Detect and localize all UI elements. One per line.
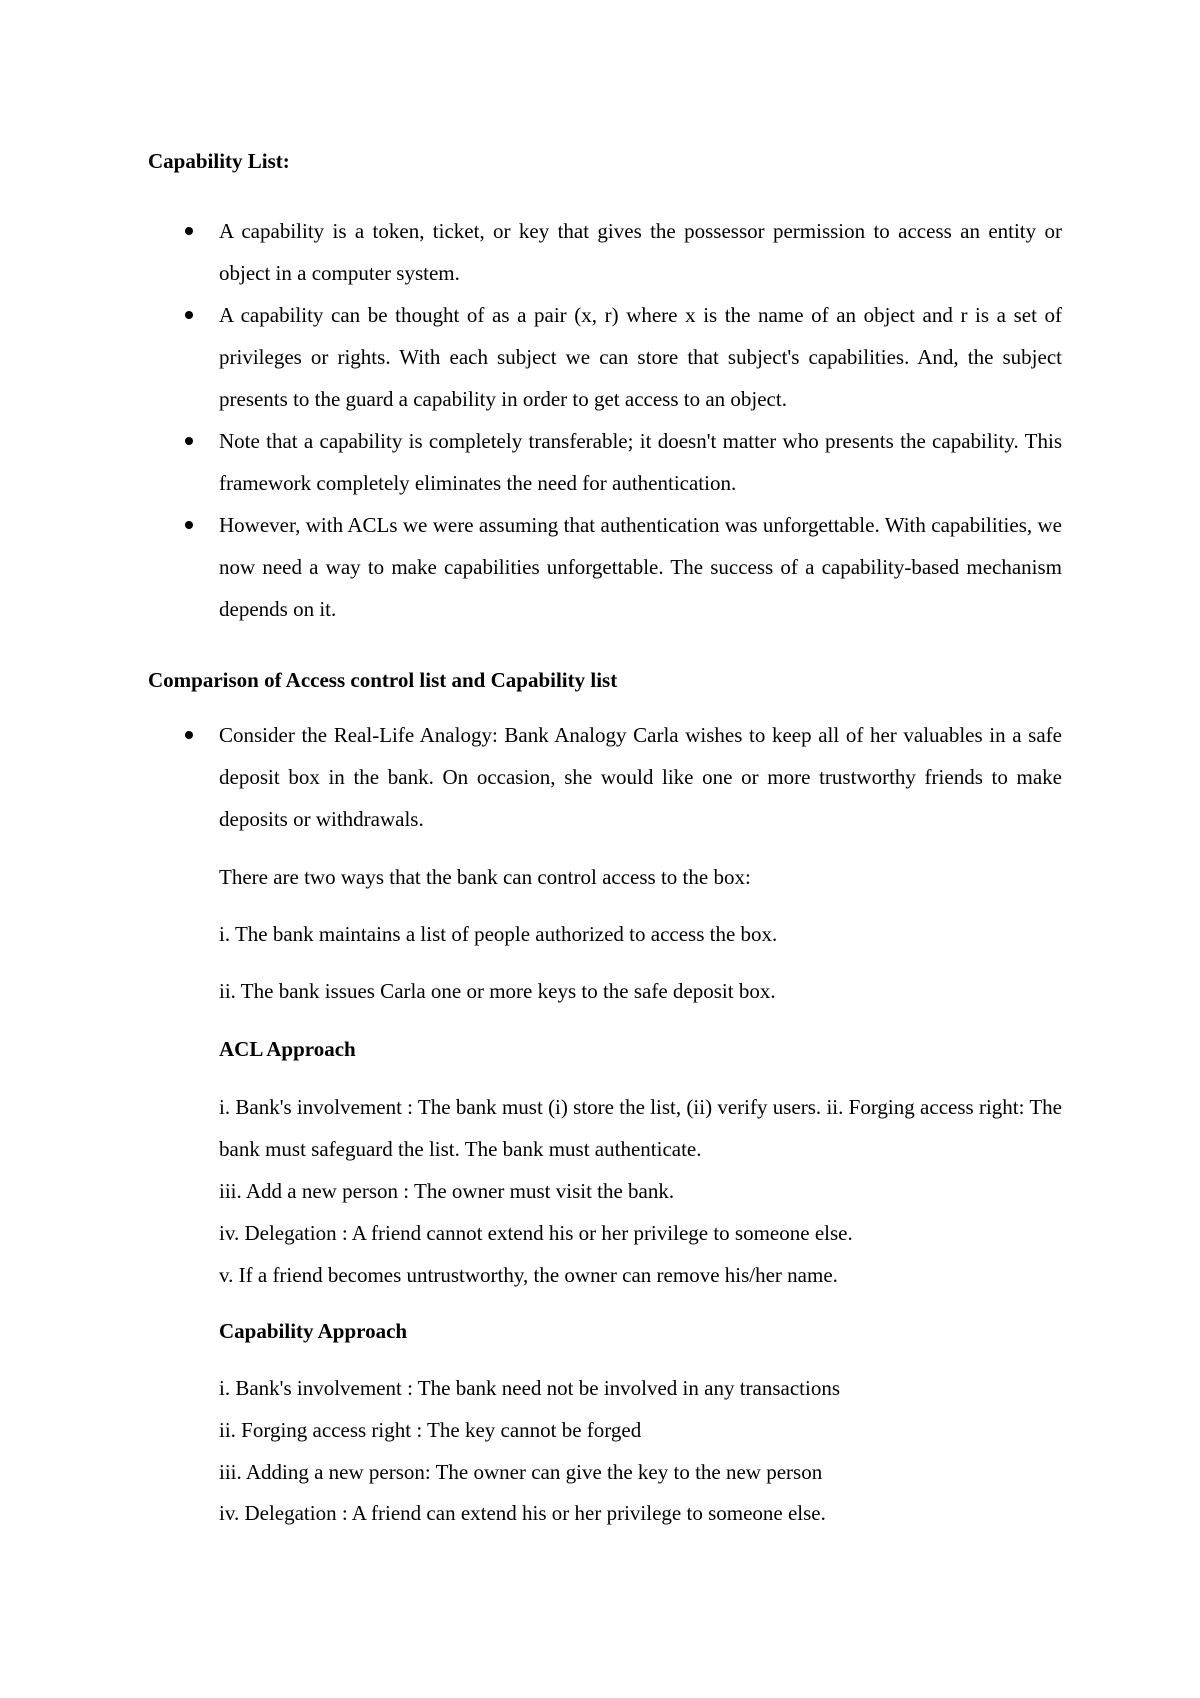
bullet-text: Consider the Real-Life Analogy: Bank Analogy Carla wishes to keep all of her valuables in a safe deposit box in the bank. On occasion, she would like one or more trustworthy friends to make deposits or withdrawals. [219,723,1062,831]
acl-approach-heading: ACL Approach [219,1037,356,1061]
bullet-icon [185,731,193,739]
bullet-icon [185,521,193,529]
acl-line: v. If a friend becomes untrustworthy, the owner can remove his/her name. [219,1263,838,1287]
capability-line: iv. Delegation : A friend can extend his or her privilege to someone else. [219,1501,826,1525]
capability-approach-heading: Capability Approach [219,1319,408,1343]
acl-line: iv. Delegation : A friend cannot extend his or her privilege to someone else. [219,1221,853,1245]
bullet-text: However, with ACLs we were assuming that authentication was unforgettable. With capabilities, we now need a way to make capabilities unforgettable. The success of a capability-based mechanism depends on it. [219,513,1062,621]
intro-text: There are two ways that the bank can control access to the box: [219,865,751,889]
capability-line: ii. Forging access right : The key cannot be forged [219,1418,642,1442]
comparison-heading: Comparison of Access control list and Capability list [148,668,618,692]
list-item [0,294,1200,420]
acl-first-paragraph: i. Bank's involvement : The bank must (i) store the list, (ii) verify users. ii. Forging access right: The bank must safeguard the list. The bank must authenticate. [219,1095,1062,1161]
capability-list-heading: Capability List: [148,149,290,173]
bullet-text: Note that a capability is completely transferable; it doesn't matter who presents the capability. This framework completely eliminates the need for authentication. [219,429,1062,495]
bullet-icon [185,311,193,319]
bullet-text: A capability is a token, ticket, or key that gives the possessor permission to access an entity or object in a computer system. [219,219,1062,285]
capability-line: i. Bank's involvement : The bank need not be involved in any transactions [219,1376,841,1400]
acl-line: iii. Add a new person : The owner must visit the bank. [219,1179,675,1203]
comparison-bullets [0,714,1200,840]
list-item [0,210,1200,294]
capability-list-bullets [0,210,1200,630]
way-item: ii. The bank issues Carla one or more keys to the safe deposit box. [219,979,776,1003]
list-item [0,714,1200,840]
list-item [0,420,1200,504]
bullet-icon [185,437,193,445]
list-item [0,504,1200,630]
capability-line: iii. Adding a new person: The owner can give the key to the new person [219,1460,823,1484]
bullet-icon [185,227,193,235]
way-item: i. The bank maintains a list of people authorized to access the box. [219,922,778,946]
bullet-text: A capability can be thought of as a pair (x, r) where x is the name of an object and r is a set of privileges or rights. With each subject we can store that subject's capabilities. And, the subject presents to the guard a capability in order to get access to an object. [219,303,1062,411]
